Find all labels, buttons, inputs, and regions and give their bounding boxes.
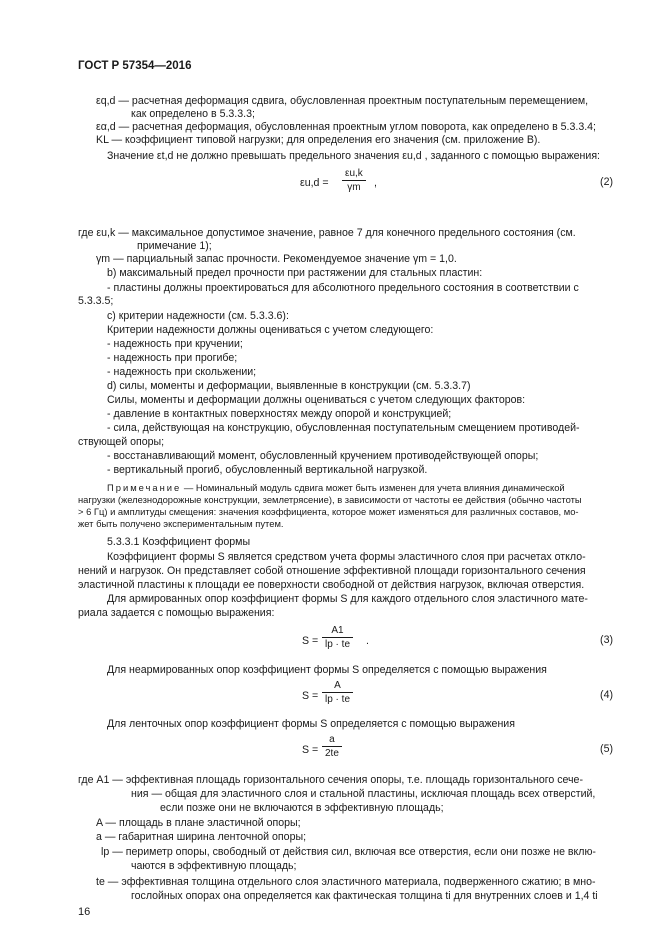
text-line: Для неармированных опор коэффициент формы S определяется с помощью выражения (107, 664, 547, 676)
text-line: A — площадь в плане эластичной опоры; (96, 817, 301, 829)
document-header: ГОСТ Р 57354—2016 (78, 60, 192, 72)
equation-2-lhs: εu,d = (300, 177, 329, 189)
text-line: - надежность при скольжении; (107, 366, 257, 378)
text-line: εq,d — расчетная деформация сдвига, обусловленная проектным поступательным перемещением, (96, 95, 589, 107)
text-line: Значение εt,d не должно превышать предельного значения εu,d , заданного с помощью выражения: (107, 150, 601, 162)
note-line (107, 482, 565, 494)
equation-2-numerator: εu,k (345, 168, 363, 179)
equation-4-fraction (322, 680, 353, 705)
equation-3-denominator: lp · te (322, 637, 353, 650)
equation-3-tail: . (366, 635, 369, 647)
text-line: чаются в эффективную площадь; (131, 860, 297, 872)
equation-5-lhs: S = (302, 744, 319, 756)
text-line: с) критерии надежности (см. 5.3.3.6): (107, 310, 289, 322)
note-line: > 6 Гц) и амплитуды смещения: значения коэффициента, которое может изменяться для различных составов, мо- (78, 506, 579, 517)
text-line: риала задается с помощью выражения: (78, 607, 275, 619)
text-line: KL — коэффициент типовой нагрузки; для определения его значения (см. приложение В). (96, 134, 541, 146)
text-line: b) максимальный предел прочности при растяжении для стальных пластин: (107, 267, 483, 279)
text-line: ния — общая для эластичного слоя и стальной пластины, исключая площадь всех отверстий, (131, 788, 596, 800)
text-line: lp — периметр опоры, свободный от действия сил, включая все отверстия, если они позже не вклю- (101, 846, 596, 858)
text-line: - пластины должны проектироваться для абсолютного предельного состояния в соответствии с (107, 282, 579, 294)
section-heading: 5.3.3.1 Коэффициент формы (107, 536, 251, 548)
equation-4-denominator: lp · te (322, 692, 353, 705)
text-line: Для ленточных опор коэффициент формы S определяется с помощью выражения (107, 718, 515, 730)
text-line: где εu,k — максимальное допустимое значение, равное 7 для конечного предельного состояния (см. (78, 227, 576, 239)
equation-4-number: (4) (600, 689, 613, 701)
text-line: 5.3.3.5; (78, 295, 114, 307)
equation-5-numerator: a (329, 734, 335, 745)
equation-2-number: (2) (600, 176, 613, 188)
equation-2-tail: , (374, 177, 377, 189)
text-line: эластичной пластины к площади ее поверхности свободной от действия нагрузок, включая отверстия. (78, 579, 585, 591)
text-line: Силы, моменты и деформации должны оцениваться с учетом следующих факторов: (107, 394, 526, 406)
text-line: - сила, действующая на конструкцию, обусловленная поступательным смещением противодей- (107, 422, 580, 434)
equation-4-numerator: A (334, 680, 341, 691)
text-line: d) силы, моменты и деформации, выявленные в конструкции (см. 5.3.3.7) (107, 380, 471, 392)
text-line: как определено в 5.3.3.3; (131, 108, 255, 120)
text-line: - давление в контактных поверхностях между опорой и конструкцией; (107, 408, 452, 420)
text-line: Критерии надежности должны оцениваться с учетом следующего: (107, 324, 434, 336)
equation-3-fraction (322, 625, 353, 650)
text-line: - надежность при прогибе; (107, 352, 238, 364)
text-line: - надежность при кручении; (107, 338, 243, 350)
text-line: примечание 1); (137, 240, 212, 252)
equation-2-fraction (342, 168, 366, 193)
note-line: нагрузки (железнодорожные конструкции, землетрясение), в зависимости от частоты ее действия (обычно частоты (78, 494, 582, 505)
text-line: ствующей опоры; (78, 436, 165, 448)
text-line: - восстанавливающий момент, обусловленный кручением противодействующей опоры; (107, 450, 539, 462)
equation-3-lhs: S = (302, 635, 319, 647)
equation-3-numerator: A1 (331, 625, 344, 636)
text-line: - вертикальный прогиб, обусловленный вертикальной нагрузкой. (107, 464, 428, 476)
text-line: γm — парциальный запас прочности. Рекомендуемое значение γm = 1,0. (96, 253, 457, 265)
note-label: Примечание (107, 482, 182, 493)
note-text: — Номинальный модуль сдвига может быть изменен для учета влияния динамической (181, 482, 565, 493)
note-line: жет быть получено экспериментальным путем. (78, 518, 284, 529)
text-line: где A1 — эффективная площадь горизонтального сечения опоры, т.е. площадь горизонтального сече- (78, 774, 583, 786)
text-line: a — габаритная ширина ленточной опоры; (96, 831, 307, 843)
text-line: Для армированных опор коэффициент формы S для каждого отдельного слоя эластичного мате- (107, 593, 588, 605)
text-line: если позже они не включаются в эффективную площадь; (160, 802, 444, 814)
equation-4-lhs: S = (302, 690, 319, 702)
text-line: нений и нагрузок. Он представляет собой отношение эффективной площади горизонтального сечения (78, 565, 586, 577)
equation-5-fraction (322, 734, 342, 759)
text-line: гослойных опорах она определяется как фактическая толщина ti для внутренних слоев и 1,4 ti (131, 890, 598, 902)
page-number: 16 (78, 906, 91, 918)
text-line: Коэффициент формы S является средством учета формы эластичного слоя при расчетах откло- (107, 551, 586, 563)
text-line: te — эффективная толщина отдельного слоя эластичного материала, подверженного сжатию; в мно- (96, 876, 596, 888)
equation-3-number: (3) (600, 634, 613, 646)
text-line: εα,d — расчетная деформация, обусловленная проектным углом поворота, как определено в 5.3.3.4; (96, 121, 596, 133)
equation-5-denominator: 2te (322, 746, 342, 759)
equation-5-number: (5) (600, 743, 613, 755)
equation-2-denominator: γm (342, 180, 366, 193)
